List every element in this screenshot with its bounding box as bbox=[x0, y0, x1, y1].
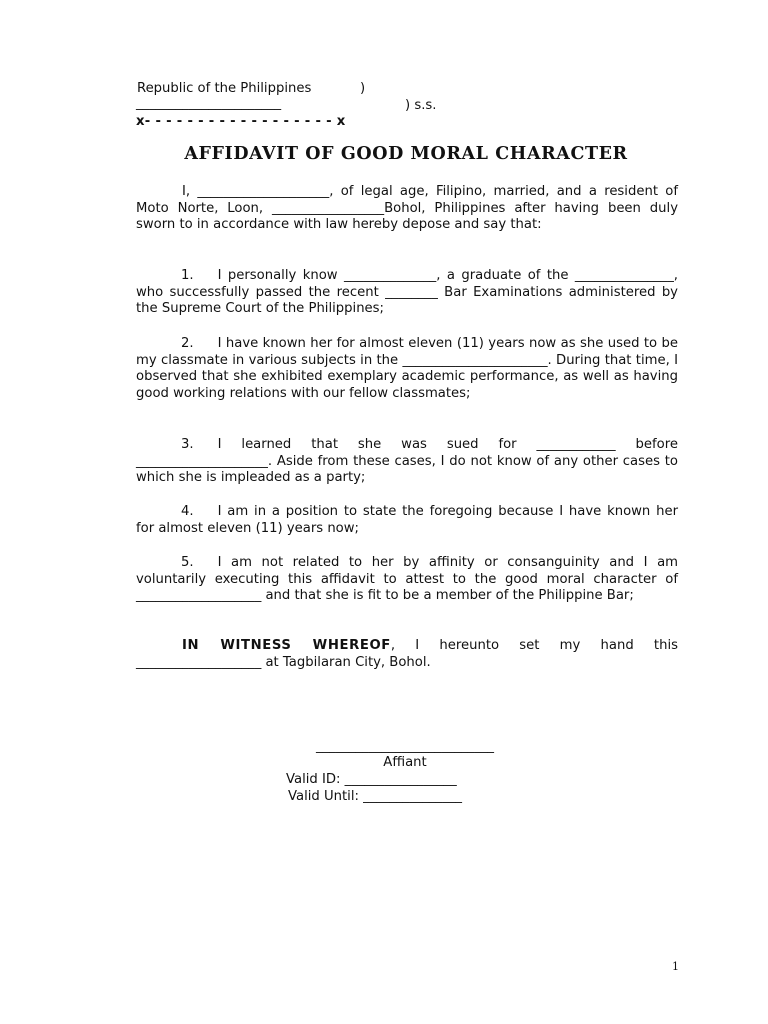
item-5-text: I am not related to her by affinity or consanguinity and I am voluntarily executing this affidavit to attest to the good moral character of ___________________ and that she is fit to be a member of the Philippine Bar; bbox=[136, 555, 678, 604]
item-3 bbox=[136, 437, 678, 487]
item-4-text: I am in a position to state the foregoing because I have known her for almost eleven (11) years now; bbox=[136, 504, 678, 536]
caption-blank-line: ______________________ bbox=[136, 96, 282, 111]
item-2-text: I have known her for almost eleven (11) years now as she used to be my classmate in various subjects in the ______________________. During that time, I observed that she exhibited exemplary academic performance, as well as having good working relations with our fellow classmates; bbox=[136, 336, 678, 402]
intro-paragraph bbox=[136, 184, 678, 234]
item-2 bbox=[136, 336, 678, 403]
item-3-number: 3. bbox=[181, 437, 194, 452]
item-4-number: 4. bbox=[181, 504, 194, 519]
witness-paragraph bbox=[136, 638, 678, 671]
caption-x-line: x- - - - - - - - - - - - - - - - - - x bbox=[136, 114, 346, 129]
affiant-label: Affiant bbox=[383, 755, 427, 770]
item-2-number: 2. bbox=[181, 336, 194, 351]
item-4 bbox=[136, 504, 678, 537]
item-1 bbox=[136, 268, 678, 318]
signature-line: ___________________________ bbox=[315, 739, 495, 754]
document-title: AFFIDAVIT OF GOOD MORAL CHARACTER bbox=[184, 144, 628, 164]
caption-paren: ) bbox=[360, 81, 366, 96]
caption-venue: Republic of the Philippines bbox=[137, 81, 312, 96]
item-3-text: I learned that she was sued for ____________ before ____________________. Aside from these cases, I do not know of any other cases to which she is impleaded as a party; bbox=[136, 437, 678, 486]
intro-text: I, ____________________, of legal age, Filipino, married, and a resident of Moto Norte, Loon, _________________Bohol, Philippines after having been duly sworn to in accordance with law hereby depose and say that: bbox=[136, 184, 678, 233]
caption-ss: ) s.s. bbox=[405, 98, 437, 113]
witness-lead: IN WITNESS WHEREOF bbox=[182, 638, 391, 653]
item-5-number: 5. bbox=[181, 555, 194, 570]
witness-text: , I hereunto set my hand this ___________________ at Tagbilaran City, Bohol. bbox=[136, 638, 678, 670]
page-number: 1 bbox=[672, 960, 679, 973]
valid-id-field: Valid ID: _________________ bbox=[286, 772, 457, 787]
valid-until-field: Valid Until: _______________ bbox=[288, 789, 463, 804]
item-1-text: I personally know ______________, a graduate of the _______________, who successfully passed the recent ________ Bar Examinations administered by the Supreme Court of the Philippines; bbox=[136, 268, 678, 317]
item-5 bbox=[136, 555, 678, 605]
item-1-number: 1. bbox=[181, 268, 194, 283]
